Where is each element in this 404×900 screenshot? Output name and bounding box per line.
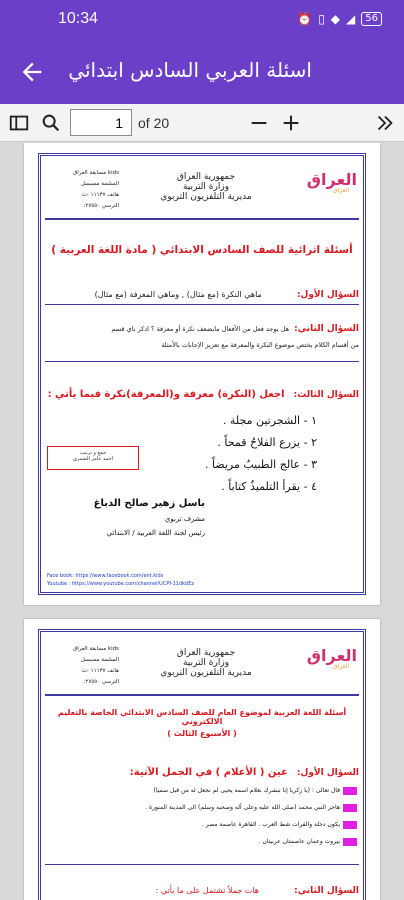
page-count: of 20 — [138, 115, 170, 131]
back-arrow-icon[interactable] — [18, 58, 46, 86]
question-3: السؤال الثالث: اجعل (النكرة) معرفة و(المعرفة)نكرة فيما يأتي : — [47, 389, 359, 400]
question-2: السؤال الثاني: هات جملاً تشتمل على ما يأتي : — [155, 886, 359, 896]
alarm-icon: ⏰ — [297, 12, 313, 26]
question-2: السؤال الثاني: هل يوجد فعل من الأفعال مايضعف نكرة أو معرفة ؟ اذكر ناي قسم من أقسام الكلام يختص موضوع النكرة والمعرفة مع تعزيز الإجابات بالأمثلة — [111, 324, 359, 349]
pdf-page-1 — [24, 143, 380, 605]
list-item: ٣ - عالج الطبيبُ مريضاً . — [204, 458, 317, 471]
wifi-icon: ◆ — [330, 12, 341, 26]
list-item: قال تعالى : (يا زكريا إنا نبشرك بغلام اسمه يحيى لم نجعل له من قبل سميا) — [47, 782, 357, 799]
list-item: ٤ - يقرأ التلميذُ كتاباً . — [221, 480, 317, 493]
page-number-input[interactable] — [70, 109, 132, 136]
zoom-out-icon[interactable] — [248, 112, 270, 134]
author-box: جمع و ترتيب احمد عامر الشمري — [47, 446, 139, 470]
status-bar — [0, 0, 404, 40]
signal-icon: ◢ — [346, 12, 356, 26]
status-icons — [297, 12, 382, 26]
status-time: 10:34 — [58, 10, 99, 27]
battery-icon: 56 — [361, 12, 382, 26]
app-bar — [0, 40, 404, 104]
signature-block: باسل زهير صالح الدباغ مشرف تربوي رئيس لجنة اللغة العربية / الابتدائي — [93, 498, 205, 537]
question-1-items — [47, 782, 357, 850]
facebook-link[interactable]: Face book: https://www.facebook.com/ent.kids — [47, 573, 164, 579]
iraq-logo: العراق العراق — [306, 646, 357, 670]
page2-title: أسئلة اللغة العربية لموضوع العام للصف السادس الابتدائي الخاصة بالتعليم الالكتروني ( الأسبوع الثالث ) — [57, 708, 347, 738]
center-header: جمهورية العراق وزارة التربية مديرية التلفزيون التربوي — [160, 648, 252, 678]
list-item: ٢ - يزرع الفلاحُ قمحاً . — [217, 436, 317, 449]
sidebar-toggle-icon[interactable] — [8, 112, 30, 134]
list-item: هاجر النبي محمد (صلى الله عليه وعلى آله وصحبه وسلم) الى المدينة المنورة . — [47, 799, 357, 816]
page1-title: أسئلة اثرائية للصف السادس الابتدائي ( مادة اللغة العربية ) — [51, 244, 353, 256]
vibrate-icon: ▯ — [318, 12, 325, 26]
iraq-logo: العراق العراق — [306, 170, 357, 194]
divider — [45, 304, 359, 305]
page-footer — [47, 572, 357, 588]
list-item: ١ - الشجرتين مجلة . — [222, 414, 317, 427]
left-header: kids مسابقة العراق السلسة مسبسل هاتف ١١١٣٧ :ت الترسي ٢٧٥٥٠: — [72, 170, 119, 209]
question-1: السؤال الأول: ماهي النكرة (مع مثال) , وماهي المعرفة (مع مثال) — [94, 290, 359, 300]
question-1: السؤال الأول: عين ( الأعلام ) في الجمل الآتية: — [129, 767, 359, 778]
more-tools-icon[interactable] — [374, 112, 396, 134]
divider — [45, 864, 359, 865]
divider — [45, 694, 359, 696]
question-3-items — [205, 410, 317, 498]
pdf-page-2 — [24, 619, 380, 900]
page-border — [38, 629, 366, 900]
list-item: يكون دجلة والفرات شط العرب . القاهرة عاصمة مصر . — [47, 816, 357, 833]
divider — [45, 218, 359, 220]
left-header: kids مسابقة العراق السلسة مسبسل هاتف ١١١٣٧ :ت الترسي ٢٧٥٥٠: — [72, 646, 119, 685]
pdf-viewer[interactable] — [0, 143, 404, 900]
app-title: اسئلة العربي السادس ابتدائي — [68, 58, 312, 82]
search-icon[interactable] — [40, 112, 62, 134]
divider — [45, 361, 359, 362]
zoom-in-icon[interactable] — [280, 112, 302, 134]
youtube-link[interactable]: Youtube : https://www.youtube.com/channel/UCPf-11dkdEz — [47, 581, 195, 587]
list-item: بيروت وعمان عاصمتان عربيتان . — [47, 833, 357, 850]
page-border — [38, 153, 366, 595]
pdf-toolbar — [0, 104, 404, 142]
center-header: جمهورية العراق وزارة التربية مديرية التلفزيون التربوي — [160, 172, 252, 202]
